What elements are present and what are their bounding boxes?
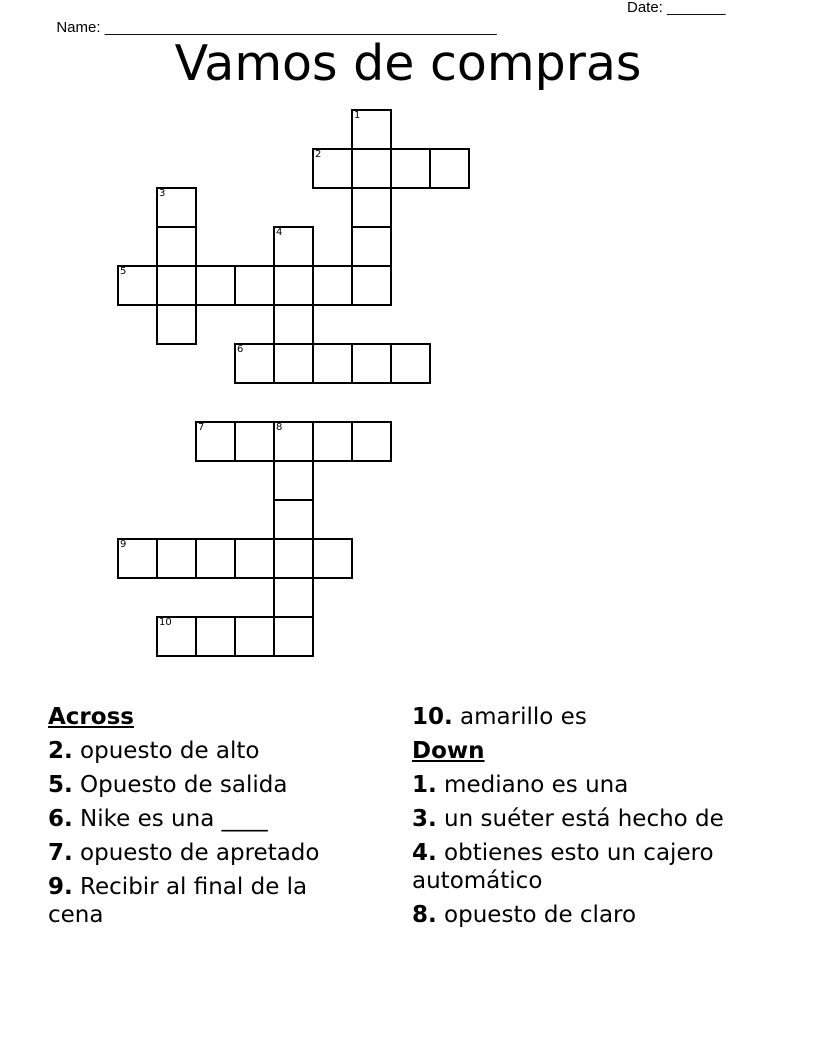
clue-number: 5 — [120, 266, 127, 277]
crossword-cell[interactable] — [351, 343, 392, 384]
clue-number: 3 — [159, 188, 166, 199]
crossword-cell[interactable] — [195, 538, 236, 579]
crossword-cell[interactable] — [351, 265, 392, 306]
crossword-cell[interactable] — [273, 343, 314, 384]
clue-number: 8 — [276, 422, 283, 433]
crossword-cell[interactable] — [195, 421, 236, 462]
crossword-cell[interactable] — [351, 109, 392, 150]
crossword-cell[interactable] — [156, 226, 197, 267]
crossword-cell[interactable] — [351, 148, 392, 189]
crossword-cell[interactable] — [351, 421, 392, 462]
clue-number: 9 — [120, 539, 127, 550]
crossword-cell[interactable] — [312, 265, 353, 306]
down-heading: Down — [412, 738, 485, 764]
down-clue: 1. mediano es una — [412, 772, 629, 798]
crossword-cell[interactable] — [312, 343, 353, 384]
crossword-cell[interactable] — [156, 616, 197, 657]
clues-right-column — [412, 703, 732, 935]
page-title: Vamos de compras — [174, 35, 642, 92]
clue-number: 7 — [198, 422, 205, 433]
crossword-cell[interactable] — [273, 616, 314, 657]
crossword-cell[interactable] — [234, 265, 275, 306]
crossword-cell[interactable] — [312, 538, 353, 579]
across-clue: 7. opuesto de apretado — [48, 840, 320, 866]
clue-number: 10 — [159, 617, 172, 628]
crossword-cell[interactable] — [429, 148, 470, 189]
down-clue: 8. opuesto de claro — [412, 902, 637, 928]
crossword-cell[interactable] — [156, 265, 197, 306]
crossword-cell[interactable] — [351, 226, 392, 267]
crossword-cell[interactable] — [234, 343, 275, 384]
across-clue: 2. opuesto de alto — [48, 738, 260, 764]
name-field: Name: _______________________________________________ — [56, 19, 497, 36]
crossword-cell[interactable] — [117, 538, 158, 579]
clue-number: 2 — [315, 149, 322, 160]
crossword-cell[interactable] — [117, 265, 158, 306]
crossword-cell[interactable] — [390, 148, 431, 189]
crossword-cell[interactable] — [351, 187, 392, 228]
crossword-cell[interactable] — [156, 187, 197, 228]
crossword-cell[interactable] — [312, 421, 353, 462]
clues-left-column — [48, 703, 368, 935]
across-heading: Across — [48, 704, 134, 730]
crossword-cell[interactable] — [234, 616, 275, 657]
crossword-cell[interactable] — [273, 460, 314, 501]
crossword-cell[interactable] — [273, 421, 314, 462]
clue-number: 4 — [276, 227, 283, 238]
crossword-cell[interactable] — [156, 538, 197, 579]
crossword-cell[interactable] — [156, 304, 197, 345]
across-clue: 10. amarillo es — [412, 704, 587, 730]
crossword-cell[interactable] — [273, 304, 314, 345]
crossword-cell[interactable] — [234, 538, 275, 579]
down-clue: 4. obtienes esto un cajero automático — [412, 840, 714, 894]
down-clue: 3. un suéter está hecho de — [412, 806, 724, 832]
crossword-cell[interactable] — [390, 343, 431, 384]
date-field: Date: _______ — [627, 0, 726, 16]
clue-number: 6 — [237, 344, 244, 355]
across-clue: 9. Recibir al final de la cena — [48, 874, 308, 928]
crossword-cell[interactable] — [273, 499, 314, 540]
across-clue: 5. Opuesto de salida — [48, 772, 288, 798]
crossword-cell[interactable] — [234, 421, 275, 462]
crossword-cell[interactable] — [195, 265, 236, 306]
crossword-cell[interactable] — [312, 148, 353, 189]
crossword-cell[interactable] — [273, 538, 314, 579]
clue-number: 1 — [354, 110, 361, 121]
crossword-cell[interactable] — [273, 265, 314, 306]
crossword-cell[interactable] — [273, 577, 314, 618]
crossword-cell[interactable] — [195, 616, 236, 657]
crossword-cell[interactable] — [273, 226, 314, 267]
across-clue: 6. Nike es una ____ — [48, 806, 268, 832]
